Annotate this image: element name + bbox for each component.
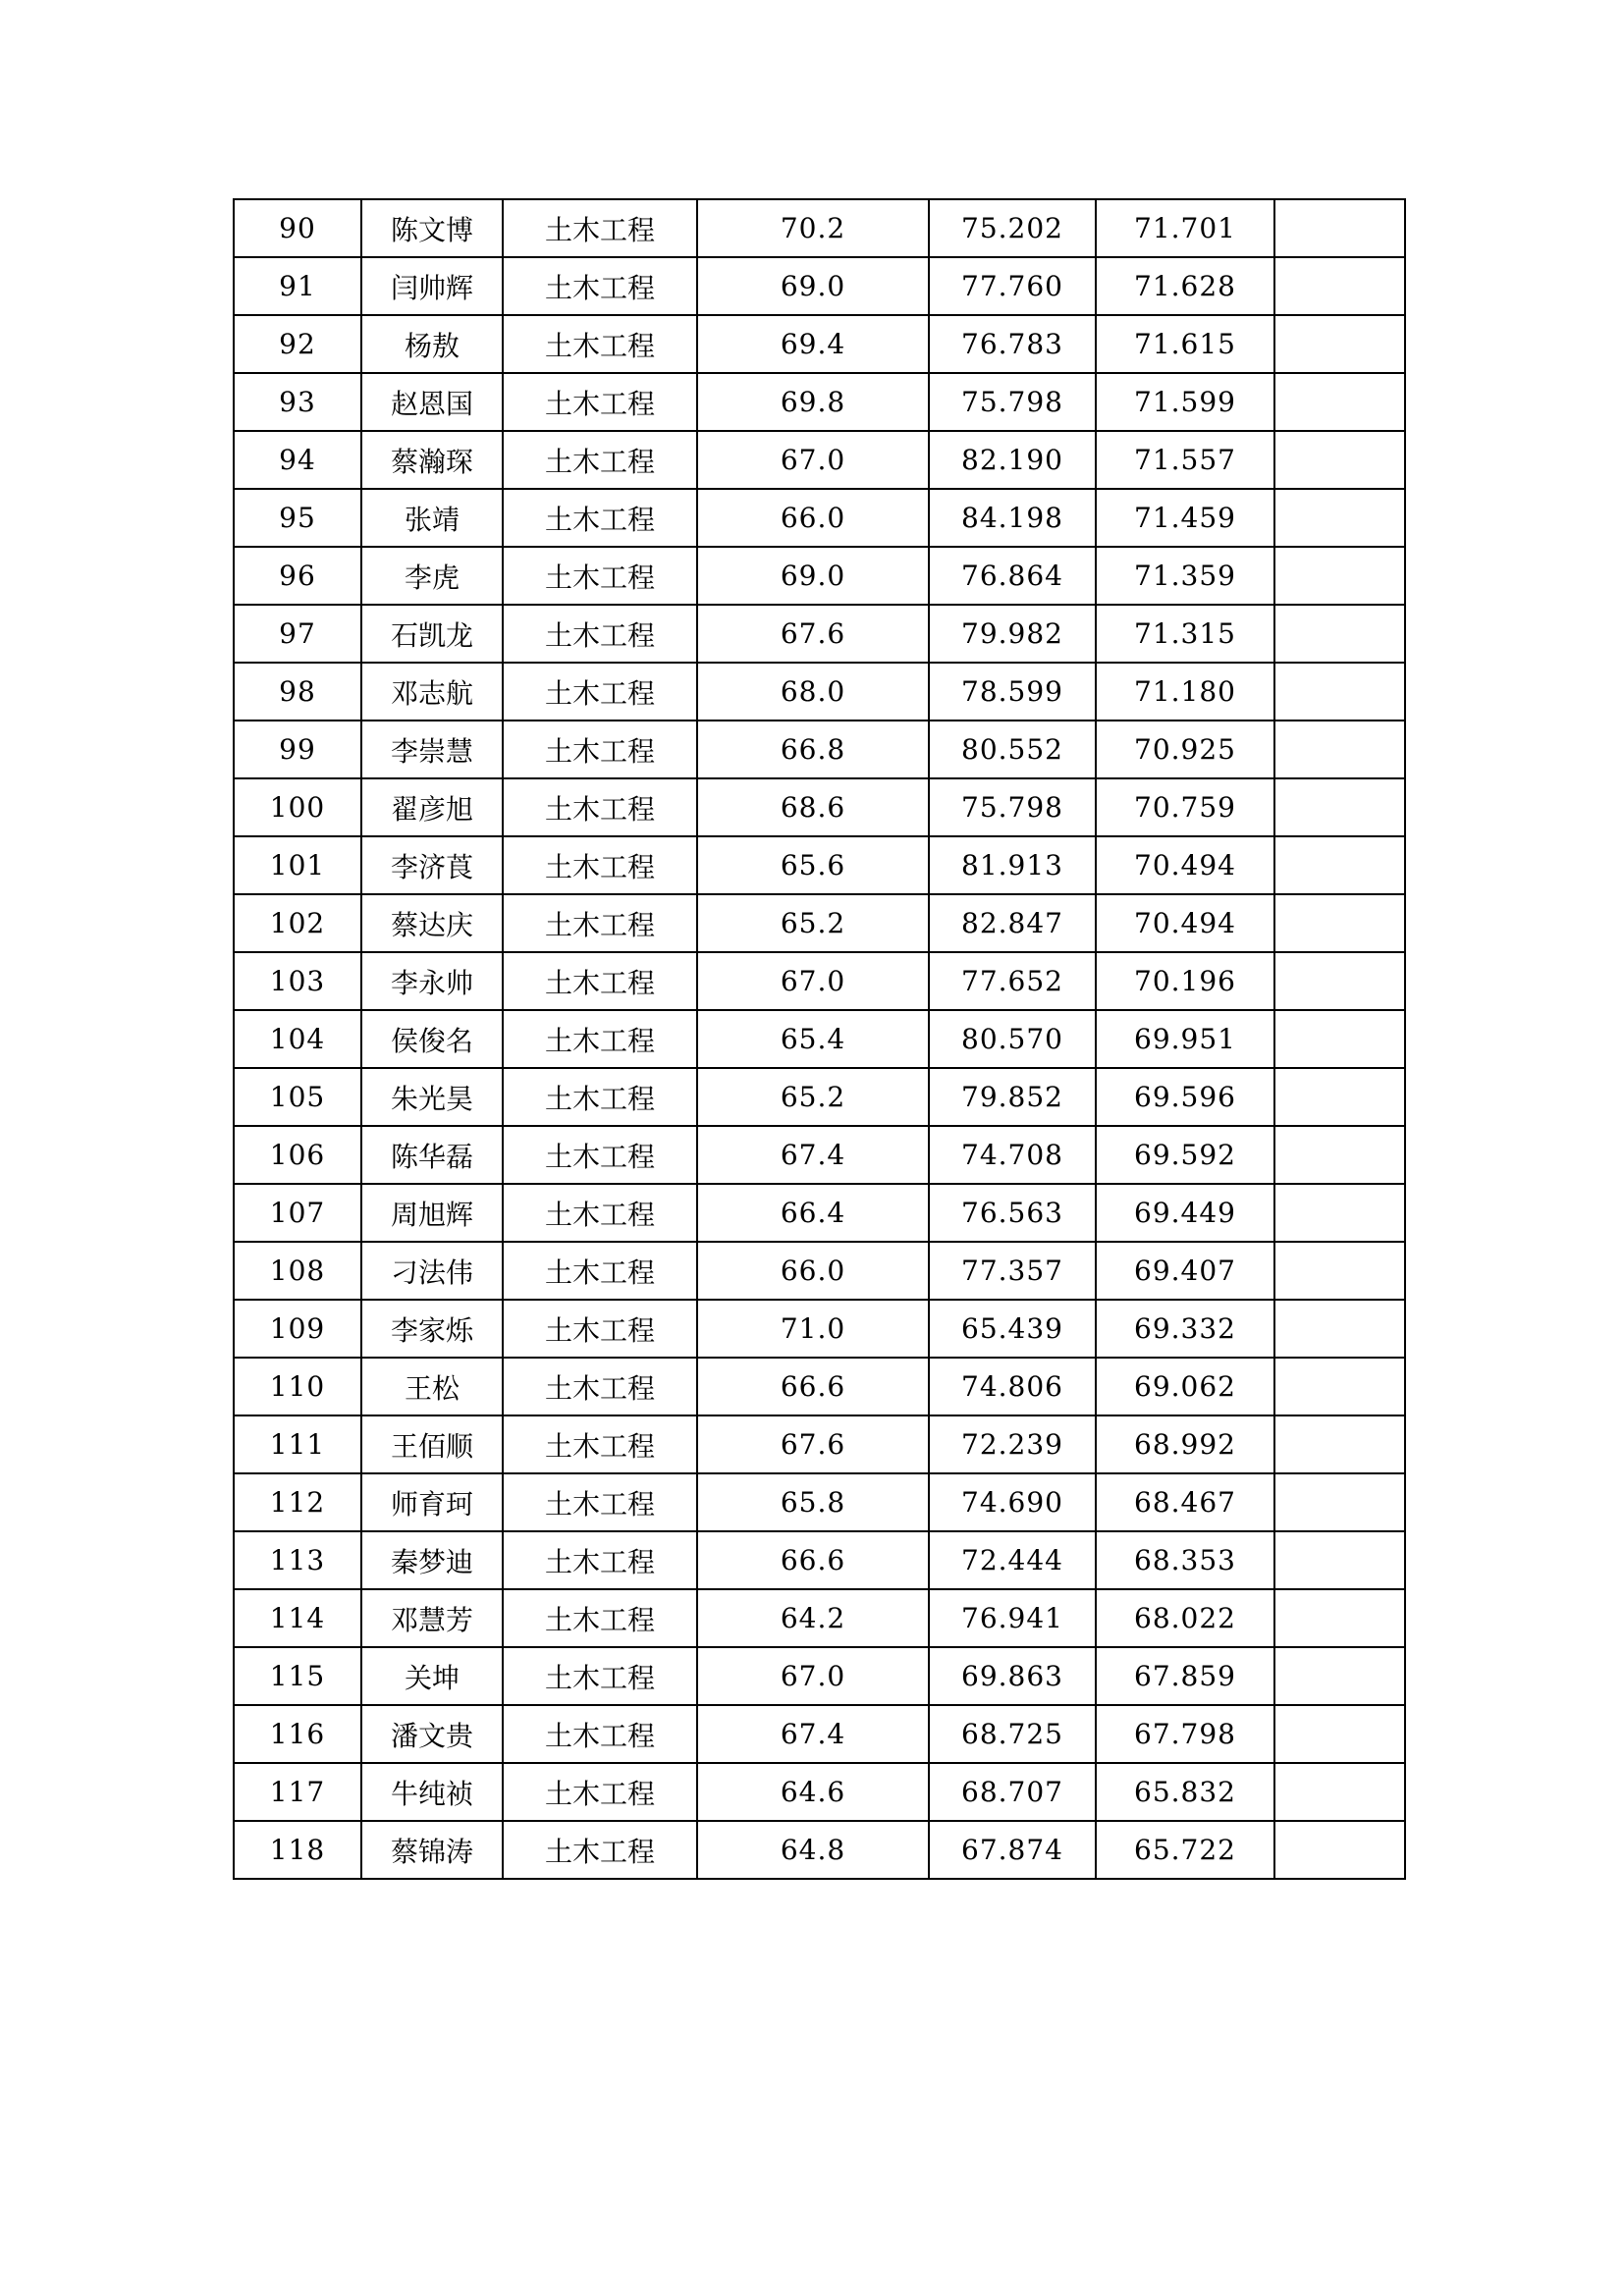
cell-name: 李济莨 bbox=[361, 836, 503, 894]
cell-interview-score: 79.982 bbox=[929, 605, 1096, 663]
cell-remark bbox=[1274, 1531, 1405, 1589]
cell-written-score: 67.0 bbox=[697, 952, 929, 1010]
cell-major: 土木工程 bbox=[503, 1300, 697, 1358]
table-row bbox=[234, 836, 1405, 894]
cell-major: 土木工程 bbox=[503, 1126, 697, 1184]
cell-interview-score: 68.707 bbox=[929, 1763, 1096, 1821]
cell-written-score: 65.2 bbox=[697, 894, 929, 952]
cell-remark bbox=[1274, 373, 1405, 431]
cell-written-score: 69.4 bbox=[697, 315, 929, 373]
cell-major: 土木工程 bbox=[503, 1184, 697, 1242]
cell-total-score: 68.992 bbox=[1096, 1415, 1274, 1473]
cell-total-score: 69.951 bbox=[1096, 1010, 1274, 1068]
cell-written-score: 65.2 bbox=[697, 1068, 929, 1126]
table-row bbox=[234, 1010, 1405, 1068]
cell-major: 土木工程 bbox=[503, 1473, 697, 1531]
cell-remark bbox=[1274, 547, 1405, 605]
cell-remark bbox=[1274, 1473, 1405, 1531]
table-row bbox=[234, 778, 1405, 836]
score-table-body bbox=[234, 199, 1405, 1879]
cell-total-score: 69.449 bbox=[1096, 1184, 1274, 1242]
cell-total-score: 65.832 bbox=[1096, 1763, 1274, 1821]
cell-remark bbox=[1274, 489, 1405, 547]
cell-total-score: 69.332 bbox=[1096, 1300, 1274, 1358]
table-row bbox=[234, 1473, 1405, 1531]
cell-name: 石凯龙 bbox=[361, 605, 503, 663]
cell-name: 赵恩国 bbox=[361, 373, 503, 431]
cell-remark bbox=[1274, 605, 1405, 663]
cell-interview-score: 76.563 bbox=[929, 1184, 1096, 1242]
cell-total-score: 67.859 bbox=[1096, 1647, 1274, 1705]
cell-interview-score: 75.798 bbox=[929, 778, 1096, 836]
cell-written-score: 66.4 bbox=[697, 1184, 929, 1242]
cell-name: 关坤 bbox=[361, 1647, 503, 1705]
cell-written-score: 67.6 bbox=[697, 605, 929, 663]
cell-no: 115 bbox=[234, 1647, 361, 1705]
cell-written-score: 69.0 bbox=[697, 547, 929, 605]
cell-name: 潘文贵 bbox=[361, 1705, 503, 1763]
cell-remark bbox=[1274, 894, 1405, 952]
table-row bbox=[234, 315, 1405, 373]
cell-major: 土木工程 bbox=[503, 547, 697, 605]
cell-interview-score: 65.439 bbox=[929, 1300, 1096, 1358]
cell-total-score: 71.599 bbox=[1096, 373, 1274, 431]
cell-written-score: 68.0 bbox=[697, 663, 929, 721]
cell-remark bbox=[1274, 663, 1405, 721]
cell-interview-score: 81.913 bbox=[929, 836, 1096, 894]
cell-name: 蔡锦涛 bbox=[361, 1821, 503, 1879]
cell-no: 92 bbox=[234, 315, 361, 373]
cell-total-score: 71.459 bbox=[1096, 489, 1274, 547]
cell-name: 闫帅辉 bbox=[361, 257, 503, 315]
cell-no: 113 bbox=[234, 1531, 361, 1589]
cell-total-score: 70.494 bbox=[1096, 836, 1274, 894]
cell-major: 土木工程 bbox=[503, 1358, 697, 1415]
cell-total-score: 65.722 bbox=[1096, 1821, 1274, 1879]
cell-no: 99 bbox=[234, 721, 361, 778]
cell-no: 104 bbox=[234, 1010, 361, 1068]
cell-major: 土木工程 bbox=[503, 1068, 697, 1126]
cell-remark bbox=[1274, 1184, 1405, 1242]
cell-total-score: 71.628 bbox=[1096, 257, 1274, 315]
cell-total-score: 69.407 bbox=[1096, 1242, 1274, 1300]
cell-major: 土木工程 bbox=[503, 1589, 697, 1647]
cell-no: 108 bbox=[234, 1242, 361, 1300]
cell-total-score: 70.494 bbox=[1096, 894, 1274, 952]
cell-written-score: 65.4 bbox=[697, 1010, 929, 1068]
table-row bbox=[234, 1242, 1405, 1300]
cell-remark bbox=[1274, 836, 1405, 894]
cell-remark bbox=[1274, 315, 1405, 373]
cell-total-score: 71.180 bbox=[1096, 663, 1274, 721]
cell-remark bbox=[1274, 1010, 1405, 1068]
cell-total-score: 70.925 bbox=[1096, 721, 1274, 778]
cell-written-score: 67.0 bbox=[697, 431, 929, 489]
cell-name: 王松 bbox=[361, 1358, 503, 1415]
cell-no: 96 bbox=[234, 547, 361, 605]
cell-written-score: 71.0 bbox=[697, 1300, 929, 1358]
cell-total-score: 67.798 bbox=[1096, 1705, 1274, 1763]
cell-interview-score: 80.552 bbox=[929, 721, 1096, 778]
cell-no: 90 bbox=[234, 199, 361, 257]
cell-interview-score: 82.190 bbox=[929, 431, 1096, 489]
cell-name: 邓志航 bbox=[361, 663, 503, 721]
cell-interview-score: 82.847 bbox=[929, 894, 1096, 952]
cell-no: 100 bbox=[234, 778, 361, 836]
cell-interview-score: 69.863 bbox=[929, 1647, 1096, 1705]
cell-total-score: 70.196 bbox=[1096, 952, 1274, 1010]
cell-no: 94 bbox=[234, 431, 361, 489]
cell-name: 陈文博 bbox=[361, 199, 503, 257]
cell-written-score: 69.8 bbox=[697, 373, 929, 431]
cell-major: 土木工程 bbox=[503, 952, 697, 1010]
score-table bbox=[233, 198, 1406, 1880]
cell-major: 土木工程 bbox=[503, 894, 697, 952]
cell-name: 李永帅 bbox=[361, 952, 503, 1010]
cell-name: 王佰顺 bbox=[361, 1415, 503, 1473]
table-row bbox=[234, 199, 1405, 257]
cell-total-score: 71.615 bbox=[1096, 315, 1274, 373]
cell-major: 土木工程 bbox=[503, 778, 697, 836]
cell-remark bbox=[1274, 1589, 1405, 1647]
cell-no: 114 bbox=[234, 1589, 361, 1647]
table-row bbox=[234, 1068, 1405, 1126]
cell-no: 95 bbox=[234, 489, 361, 547]
cell-written-score: 65.6 bbox=[697, 836, 929, 894]
cell-name: 朱光昊 bbox=[361, 1068, 503, 1126]
cell-interview-score: 76.941 bbox=[929, 1589, 1096, 1647]
cell-interview-score: 67.874 bbox=[929, 1821, 1096, 1879]
cell-total-score: 71.557 bbox=[1096, 431, 1274, 489]
cell-total-score: 68.353 bbox=[1096, 1531, 1274, 1589]
cell-total-score: 70.759 bbox=[1096, 778, 1274, 836]
cell-major: 土木工程 bbox=[503, 1415, 697, 1473]
cell-interview-score: 79.852 bbox=[929, 1068, 1096, 1126]
cell-major: 土木工程 bbox=[503, 663, 697, 721]
table-row bbox=[234, 1763, 1405, 1821]
table-row bbox=[234, 894, 1405, 952]
cell-written-score: 64.6 bbox=[697, 1763, 929, 1821]
cell-interview-score: 80.570 bbox=[929, 1010, 1096, 1068]
cell-no: 102 bbox=[234, 894, 361, 952]
cell-no: 109 bbox=[234, 1300, 361, 1358]
cell-total-score: 69.596 bbox=[1096, 1068, 1274, 1126]
cell-major: 土木工程 bbox=[503, 257, 697, 315]
cell-total-score: 68.022 bbox=[1096, 1589, 1274, 1647]
cell-name: 邓慧芳 bbox=[361, 1589, 503, 1647]
cell-written-score: 66.0 bbox=[697, 1242, 929, 1300]
cell-remark bbox=[1274, 257, 1405, 315]
cell-interview-score: 72.444 bbox=[929, 1531, 1096, 1589]
table-row bbox=[234, 373, 1405, 431]
table-row bbox=[234, 1531, 1405, 1589]
cell-major: 土木工程 bbox=[503, 1531, 697, 1589]
cell-interview-score: 72.239 bbox=[929, 1415, 1096, 1473]
cell-name: 翟彦旭 bbox=[361, 778, 503, 836]
cell-major: 土木工程 bbox=[503, 1705, 697, 1763]
cell-written-score: 64.8 bbox=[697, 1821, 929, 1879]
cell-interview-score: 74.806 bbox=[929, 1358, 1096, 1415]
table-row bbox=[234, 1300, 1405, 1358]
cell-name: 杨敖 bbox=[361, 315, 503, 373]
cell-major: 土木工程 bbox=[503, 721, 697, 778]
cell-interview-score: 77.760 bbox=[929, 257, 1096, 315]
cell-name: 刁法伟 bbox=[361, 1242, 503, 1300]
cell-major: 土木工程 bbox=[503, 1763, 697, 1821]
table-row bbox=[234, 1647, 1405, 1705]
cell-interview-score: 78.599 bbox=[929, 663, 1096, 721]
cell-remark bbox=[1274, 1126, 1405, 1184]
cell-no: 101 bbox=[234, 836, 361, 894]
cell-no: 111 bbox=[234, 1415, 361, 1473]
table-row bbox=[234, 1126, 1405, 1184]
table-row bbox=[234, 431, 1405, 489]
cell-interview-score: 77.357 bbox=[929, 1242, 1096, 1300]
cell-total-score: 71.315 bbox=[1096, 605, 1274, 663]
cell-total-score: 71.359 bbox=[1096, 547, 1274, 605]
table-row bbox=[234, 1705, 1405, 1763]
cell-name: 秦梦迪 bbox=[361, 1531, 503, 1589]
cell-major: 土木工程 bbox=[503, 1242, 697, 1300]
cell-no: 93 bbox=[234, 373, 361, 431]
cell-interview-score: 76.864 bbox=[929, 547, 1096, 605]
cell-total-score: 69.062 bbox=[1096, 1358, 1274, 1415]
table-row bbox=[234, 1589, 1405, 1647]
cell-major: 土木工程 bbox=[503, 1010, 697, 1068]
cell-no: 107 bbox=[234, 1184, 361, 1242]
cell-remark bbox=[1274, 1415, 1405, 1473]
table-row bbox=[234, 1415, 1405, 1473]
cell-no: 103 bbox=[234, 952, 361, 1010]
cell-written-score: 70.2 bbox=[697, 199, 929, 257]
table-row bbox=[234, 663, 1405, 721]
table-row bbox=[234, 1184, 1405, 1242]
cell-remark bbox=[1274, 1821, 1405, 1879]
table-row bbox=[234, 952, 1405, 1010]
cell-written-score: 69.0 bbox=[697, 257, 929, 315]
cell-no: 117 bbox=[234, 1763, 361, 1821]
cell-interview-score: 77.652 bbox=[929, 952, 1096, 1010]
cell-remark bbox=[1274, 1647, 1405, 1705]
cell-no: 112 bbox=[234, 1473, 361, 1531]
cell-remark bbox=[1274, 431, 1405, 489]
cell-no: 91 bbox=[234, 257, 361, 315]
cell-name: 蔡瀚琛 bbox=[361, 431, 503, 489]
cell-interview-score: 74.690 bbox=[929, 1473, 1096, 1531]
cell-no: 118 bbox=[234, 1821, 361, 1879]
cell-remark bbox=[1274, 952, 1405, 1010]
cell-name: 牛纯祯 bbox=[361, 1763, 503, 1821]
cell-written-score: 64.2 bbox=[697, 1589, 929, 1647]
cell-interview-score: 68.725 bbox=[929, 1705, 1096, 1763]
cell-name: 李家烁 bbox=[361, 1300, 503, 1358]
table-row bbox=[234, 1821, 1405, 1879]
cell-name: 侯俊名 bbox=[361, 1010, 503, 1068]
cell-major: 土木工程 bbox=[503, 836, 697, 894]
cell-major: 土木工程 bbox=[503, 431, 697, 489]
cell-interview-score: 75.202 bbox=[929, 199, 1096, 257]
cell-remark bbox=[1274, 199, 1405, 257]
cell-written-score: 66.0 bbox=[697, 489, 929, 547]
cell-name: 蔡达庆 bbox=[361, 894, 503, 952]
cell-written-score: 65.8 bbox=[697, 1473, 929, 1531]
cell-remark bbox=[1274, 1242, 1405, 1300]
cell-major: 土木工程 bbox=[503, 315, 697, 373]
table-row bbox=[234, 489, 1405, 547]
cell-written-score: 68.6 bbox=[697, 778, 929, 836]
table-row bbox=[234, 605, 1405, 663]
cell-remark bbox=[1274, 778, 1405, 836]
cell-remark bbox=[1274, 1763, 1405, 1821]
cell-written-score: 66.8 bbox=[697, 721, 929, 778]
cell-no: 105 bbox=[234, 1068, 361, 1126]
cell-name: 师育珂 bbox=[361, 1473, 503, 1531]
cell-interview-score: 74.708 bbox=[929, 1126, 1096, 1184]
cell-written-score: 67.0 bbox=[697, 1647, 929, 1705]
table-row bbox=[234, 721, 1405, 778]
cell-remark bbox=[1274, 721, 1405, 778]
cell-remark bbox=[1274, 1068, 1405, 1126]
cell-name: 张靖 bbox=[361, 489, 503, 547]
cell-name: 李虎 bbox=[361, 547, 503, 605]
cell-remark bbox=[1274, 1358, 1405, 1415]
cell-remark bbox=[1274, 1705, 1405, 1763]
cell-major: 土木工程 bbox=[503, 373, 697, 431]
cell-major: 土木工程 bbox=[503, 1821, 697, 1879]
cell-remark bbox=[1274, 1300, 1405, 1358]
cell-name: 周旭辉 bbox=[361, 1184, 503, 1242]
table-row bbox=[234, 257, 1405, 315]
cell-no: 98 bbox=[234, 663, 361, 721]
cell-major: 土木工程 bbox=[503, 199, 697, 257]
cell-major: 土木工程 bbox=[503, 489, 697, 547]
cell-interview-score: 76.783 bbox=[929, 315, 1096, 373]
cell-total-score: 68.467 bbox=[1096, 1473, 1274, 1531]
cell-name: 李崇慧 bbox=[361, 721, 503, 778]
cell-no: 116 bbox=[234, 1705, 361, 1763]
cell-written-score: 67.4 bbox=[697, 1126, 929, 1184]
cell-major: 土木工程 bbox=[503, 605, 697, 663]
cell-total-score: 69.592 bbox=[1096, 1126, 1274, 1184]
cell-written-score: 67.6 bbox=[697, 1415, 929, 1473]
cell-no: 97 bbox=[234, 605, 361, 663]
table-row bbox=[234, 1358, 1405, 1415]
cell-no: 110 bbox=[234, 1358, 361, 1415]
cell-interview-score: 84.198 bbox=[929, 489, 1096, 547]
cell-written-score: 67.4 bbox=[697, 1705, 929, 1763]
cell-written-score: 66.6 bbox=[697, 1531, 929, 1589]
cell-interview-score: 75.798 bbox=[929, 373, 1096, 431]
cell-no: 106 bbox=[234, 1126, 361, 1184]
cell-major: 土木工程 bbox=[503, 1647, 697, 1705]
cell-written-score: 66.6 bbox=[697, 1358, 929, 1415]
cell-total-score: 71.701 bbox=[1096, 199, 1274, 257]
cell-name: 陈华磊 bbox=[361, 1126, 503, 1184]
table-row bbox=[234, 547, 1405, 605]
